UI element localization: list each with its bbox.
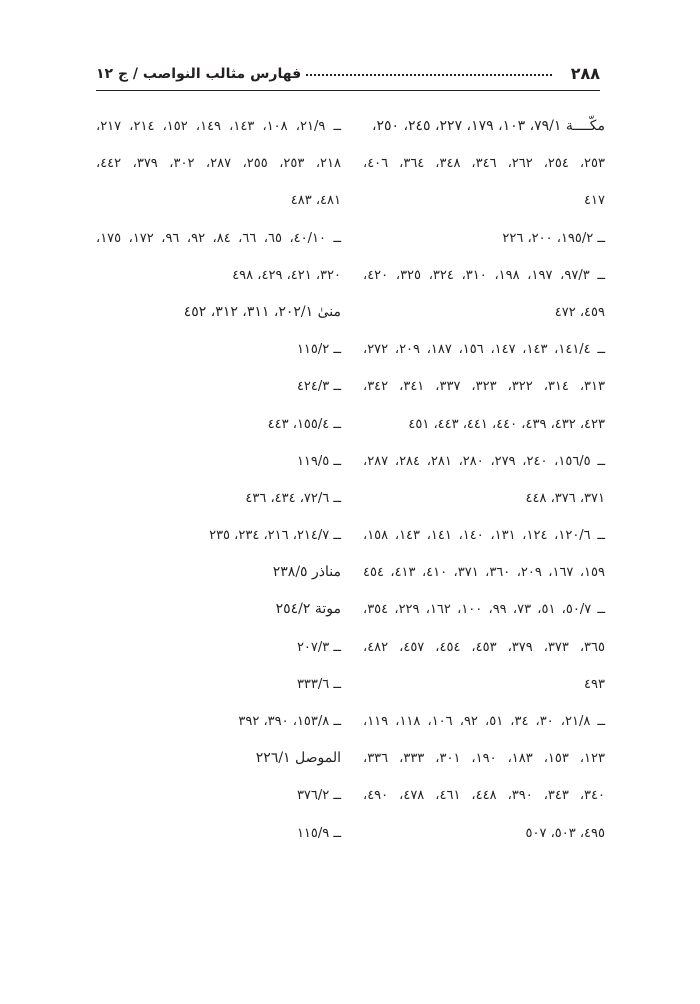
index-entry: ــ ١٤١/٤، ١٤٣، ١٤٧، ١٥٦، ١٨٧، ٢٠٩، ٢٧٢، — [363, 342, 605, 358]
index-entry: ــ ١٩٥/٢، ٢٠٠، ٢٢٦ — [502, 230, 605, 246]
index-entry: ٢٥٣، ٢٥٤، ٢٦٢، ٣٤٦، ٣٤٨، ٣٦٤، ٤٠٦، — [363, 156, 605, 172]
index-entry: ١٢٣، ١٥٣، ١٨٣، ١٩٠، ٣٠١، ٣٣٣، ٣٣٦، — [363, 751, 605, 767]
index-entry: ــ ١١٥/٢ — [296, 342, 341, 358]
index-entry: ــ ٣٣٣/٦ — [296, 676, 341, 692]
header-dot-leader — [306, 74, 552, 76]
index-entry: ــ ٢٠٧/٣ — [296, 639, 341, 655]
index-entry: ٣٧١، ٣٧٦، ٤٤٨ — [525, 490, 605, 506]
index-entry: ــ ١١٩/٥ — [296, 453, 341, 469]
index-entry: ــ ٥٠/٧، ٥١، ٧٣، ٩٩، ١٠٠، ١٦٢، ٢٢٩، ٣٥٤، — [363, 602, 606, 618]
page-number: ٢٨٨ — [570, 64, 600, 83]
index-entry: ٤٢٣، ٤٣٢، ٤٣٩، ٤٤٠، ٤٤١، ٤٤٣، ٤٥١ — [408, 416, 605, 432]
index-entry: ــ ٢١/٩، ١٠٨، ١٤٣، ١٤٩، ١٥٢، ٢١٤، ٢١٧، — [96, 119, 342, 134]
index-entry: ــ ٩٧/٣، ١٩٧، ١٩٨، ٣١٠، ٣٢٤، ٣٢٥، ٤٢٠، — [363, 267, 606, 283]
index-entry: ــ ١٥٥/٤، ٤٤٣ — [267, 416, 341, 432]
index-entry: ــ ٢١/٨، ٣٠، ٣٤، ٥١، ٩٢، ١٠٦، ١١٨، ١١٩، — [363, 714, 606, 729]
index-entry: مناذر ٢٣٨/٥ — [272, 564, 341, 581]
index-entry: ــ ١٥٦/٥، ٢٤٠، ٢٧٩، ٢٨٠، ٢٨١، ٢٨٤، ٢٨٧، — [363, 453, 605, 469]
index-entry: ــ ١٥٣/٨، ٣٩٠، ٣٩٢ — [238, 714, 341, 729]
index-entry: ــ ٣٧٦/٢ — [296, 788, 341, 804]
index-entry: مكّــــة ٧٩/١، ١٠٣، ١٧٩، ٢٢٧، ٢٤٥، ٢٥٠، — [371, 118, 605, 134]
index-entry: ــ ٧٢/٦، ٤٣٤، ٤٣٦ — [245, 490, 341, 506]
index-entry: ــ ٤٢٤/٣ — [296, 379, 341, 395]
index-column-right — [363, 108, 605, 852]
index-entry: موتة ٢٥٤/٢ — [275, 601, 341, 618]
index-entry: ٤٥٩، ٤٧٢ — [554, 304, 605, 320]
index-entry: ــ ٤٠/١٠، ٦٥، ٦٦، ٨٤، ٩٢، ٩٦، ١٧٢، ١٧٥، — [96, 230, 342, 246]
index-entry: ٣٤٠، ٣٤٣، ٣٩٠، ٤٤٨، ٤٦١، ٤٧٨، ٤٩٠، — [363, 788, 605, 804]
index-entry: ٢١٨، ٢٥٣، ٢٥٥، ٢٨٧، ٣٠٢، ٣٧٩، ٤٤٢، — [96, 156, 341, 172]
index-entry: ٤٨١، ٤٨٣ — [290, 193, 341, 209]
index-entry: الموصل ٢٢٦/١ — [255, 750, 341, 767]
header-rule — [96, 90, 600, 91]
index-entry: ــ ١٢٠/٦، ١٢٤، ١٣١، ١٤٠، ١٤١، ١٤٣، ١٥٨، — [363, 528, 605, 544]
index-entry: ٣١٣، ٣١٤، ٣٢٢، ٣٢٣، ٣٣٧، ٣٤١، ٣٤٢، — [363, 379, 605, 395]
index-entry: ٤٩٥، ٥٠٣، ٥٠٧ — [525, 825, 605, 841]
page-header — [96, 61, 600, 87]
index-entry: ١٥٩، ١٦٧، ٢٠٩، ٣٦٠، ٣٧١، ٤١٠، ٤١٣، ٤٥٤ — [363, 565, 605, 581]
index-entry: ٤١٧ — [584, 193, 605, 209]
index-entry: ــ ١١٥/٩ — [296, 825, 341, 841]
index-entry: ــ ٢١٤/٧، ٢١٦، ٢٣٤، ٢٣٥ — [209, 528, 341, 544]
index-entry: ٣٦٥، ٣٧٣، ٣٧٩، ٤٥٣، ٤٥٤، ٤٥٧، ٤٨٢، — [363, 639, 605, 655]
index-column-left — [96, 108, 341, 852]
index-entry: ٣٢٠، ٤٢١، ٤٢٩، ٤٩٨ — [232, 267, 341, 283]
index-entry: منىٰ ٢٠٢/١، ٣١١، ٣١٢، ٤٥٢ — [183, 303, 341, 320]
index-entry: ٤٩٣ — [584, 676, 605, 692]
running-title: فهارس مثالب النواصب / ج ١٢ — [96, 66, 302, 82]
